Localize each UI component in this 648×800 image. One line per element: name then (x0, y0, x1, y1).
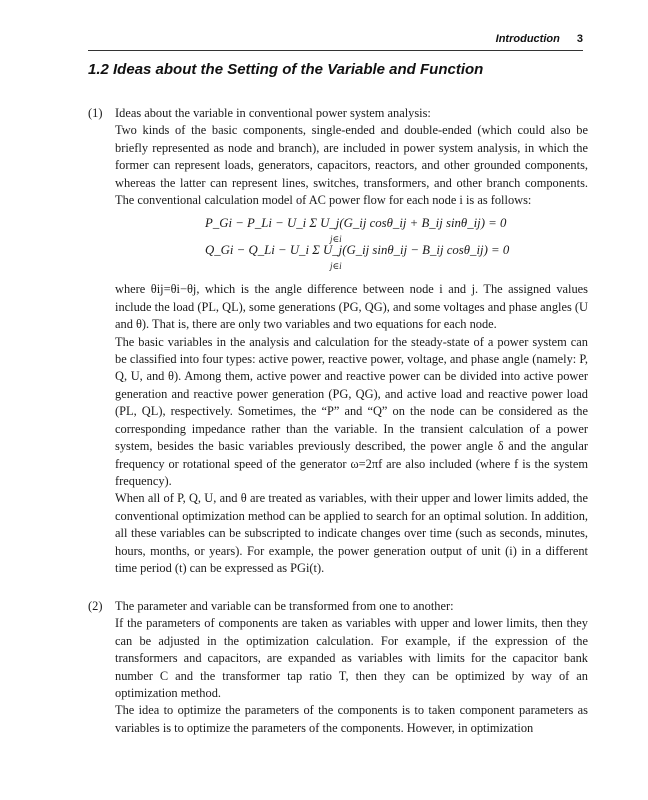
item-1-body (115, 105, 588, 577)
equation-2-sum-index: j∈i (330, 261, 342, 272)
item-1-number: (1) (88, 106, 103, 120)
item-2-paragraph-1: If the parameters of components are taken as variables with upper and lower limits, then they can be adjusted in the optimization calculation. For example, if the expression of the transformers and capacitors, are expanded as variables with limits for the capacitor bank number C and the transformer tap ratio T, then they can be optimized by way of an optimization method. (115, 616, 588, 701)
item-2-paragraph-2: The idea to optimize the parameters of the components is to taken component parameters as variables is to optimize the parameters of the components. However, in optimization (115, 703, 588, 735)
running-head (88, 33, 583, 45)
equation-1 (178, 215, 588, 245)
page-number: 3 (576, 33, 583, 45)
item-1-paragraph-3: The basic variables in the analysis and calculation for the steady-state of a power system can be classified into four types: active power, reactive power, voltage, and phase angle (namely: P, Q, U, and θ). Among them, active power and reactive power can be divided into active power generation and reactive power generation (PG, QG), and active load and reactive power load (PL, QL), respectively. Sometimes, the “P” and “Q” on the node can be considered as the corresponding impedance rather than the variable. In the transient calculation of a power system, besides the basic variables previously described, the power angle δ and the angular frequency or rotational speed of the generator ω=2πf are also included (where f is the system frequency). (115, 334, 588, 488)
list-item-2 (88, 598, 588, 737)
equation-2 (178, 242, 588, 272)
running-head-title: Introduction (495, 33, 560, 45)
item-1-paragraph-4: When all of P, Q, U, and θ are treated as variables, with their upper and lower limits added, the conventional optimization method can be applied to search for an optimal solution. In addition, all these variables can be subscripted to indicate changes over time (such as seconds, minutes, hours, months, or years). For example, the power generation output of unit (i) in a different time period (t) can be expressed as PGi(t). (115, 491, 588, 575)
header-rule (88, 50, 583, 51)
equation-2-text: Q_Gi − Q_Li − U_i Σ U_j(G_ij sinθ_ij − B_ij cosθ_ij) = 0 (205, 243, 510, 258)
item-1-heading: Ideas about the variable in conventional power system analysis: (115, 106, 431, 120)
list-item-1 (88, 105, 588, 577)
item-2-body (115, 598, 588, 737)
item-2-heading: The parameter and variable can be transformed from one to another: (115, 599, 454, 613)
item-1-paragraph-1: Two kinds of the basic components, single-ended and double-ended (which could also be briefly represented as node and branch), are included in power system analysis, in which the former can represent loads, generators, capacitors, reactors, and other grounded components, whereas the latter can represent lines, switches, transformers, and other branch components. The conventional calculation model of AC power flow for each node i is as follows: (115, 123, 588, 208)
item-1-paragraph-2: where θij=θi−θj, which is the angle difference between node i and j. The assigned values include the load (PL, QL), some generations (PG, QG), and some voltages and phase angles (U and θ). That is, there are only two variables and two equations for each node. (115, 282, 588, 332)
section-title: 1.2 Ideas about the Setting of the Variable and Function (88, 61, 484, 78)
item-2-number: (2) (88, 599, 103, 613)
equation-1-text: P_Gi − P_Li − U_i Σ U_j(G_ij cosθ_ij + B_ij sinθ_ij) = 0 (205, 216, 507, 231)
equation-1-sum-index: j∈i (330, 234, 342, 245)
